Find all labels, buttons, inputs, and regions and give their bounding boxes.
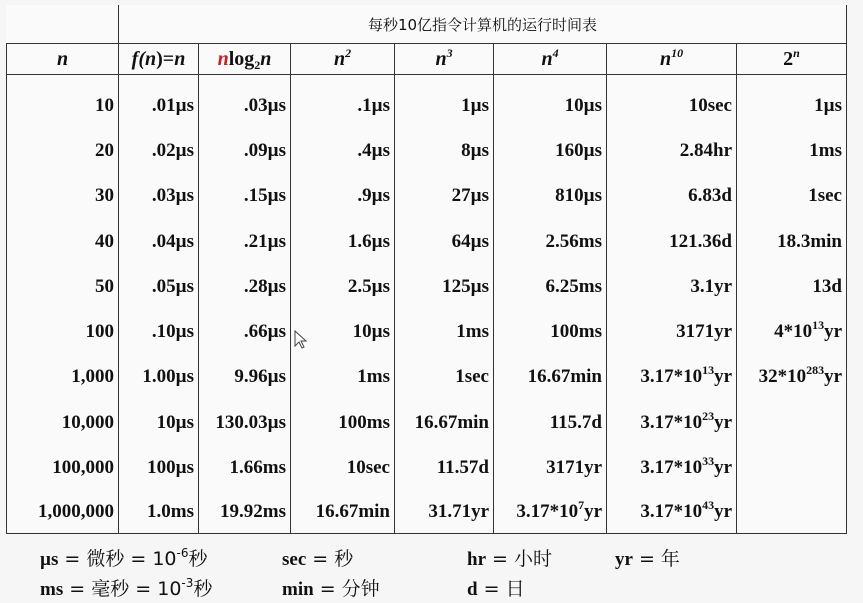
cell-n3: 27µs bbox=[395, 174, 494, 219]
cell-nlogn: 9.96µs bbox=[199, 355, 291, 400]
legend-ms bbox=[40, 574, 212, 601]
table-row bbox=[7, 128, 847, 173]
header-nlogn-sub: 2 bbox=[254, 57, 261, 72]
cell-n2: 1ms bbox=[291, 355, 395, 400]
cell-2n bbox=[737, 400, 847, 445]
cell-n3: 1µs bbox=[395, 83, 494, 128]
cell-n2: 2.5µs bbox=[291, 264, 395, 309]
cell-nlogn: 19.92ms bbox=[199, 491, 291, 534]
header-f-eq-n: n bbox=[174, 47, 186, 70]
cell-n4-base: 3.17*10 bbox=[516, 500, 579, 522]
cell-n2: .4µs bbox=[291, 128, 395, 173]
cell-nlogn: 1.66ms bbox=[199, 445, 291, 490]
cell-2n-exp: 283 bbox=[806, 363, 825, 378]
legend-us-exponent: -6 bbox=[176, 546, 189, 560]
cell-n: 100 bbox=[7, 309, 119, 354]
table-row bbox=[7, 355, 847, 400]
cell-nlogn: .21µs bbox=[199, 219, 291, 264]
cell-n: 40 bbox=[7, 219, 119, 264]
header-f-arg: n bbox=[145, 47, 157, 70]
cell-n3: 11.57d bbox=[395, 445, 494, 490]
cell-fn: .03µs bbox=[119, 174, 199, 219]
header-n bbox=[7, 44, 119, 75]
cell-n4: 3171yr bbox=[494, 445, 607, 490]
cell-n10 bbox=[607, 355, 737, 400]
table-row bbox=[7, 309, 847, 354]
legend-ms-symbol: ms bbox=[40, 579, 64, 600]
cell-n: 1,000,000 bbox=[7, 491, 119, 534]
cell-n10-base: 3.17*10 bbox=[640, 366, 703, 388]
legend-min bbox=[282, 574, 380, 601]
cell-n3: 1ms bbox=[395, 309, 494, 354]
cell-n4: 100ms bbox=[494, 309, 607, 354]
mouse-pointer-icon bbox=[294, 330, 308, 350]
header-n10 bbox=[607, 44, 737, 75]
spacer-row bbox=[7, 75, 847, 84]
legend-sec-symbol: sec bbox=[282, 549, 307, 570]
cell-n: 100,000 bbox=[7, 445, 119, 490]
table-header-row bbox=[7, 44, 847, 75]
cell-n3: 16.67min bbox=[395, 400, 494, 445]
header-nlogn-red-n: n bbox=[217, 47, 229, 70]
cell-fn: .01µs bbox=[119, 83, 199, 128]
cell-2n: 1ms bbox=[737, 128, 847, 173]
cell-fn: .10µs bbox=[119, 309, 199, 354]
corner-cell bbox=[7, 5, 119, 44]
header-n10-exp: 10 bbox=[671, 45, 684, 60]
cell-n2: 10µs bbox=[291, 309, 395, 354]
cell-n10: 121.36d bbox=[607, 219, 737, 264]
cell-n10: 10sec bbox=[607, 83, 737, 128]
table-caption: 每秒10亿指令计算机的运行时间表 bbox=[119, 5, 847, 44]
table-row bbox=[7, 264, 847, 309]
cell-2n bbox=[737, 309, 847, 354]
legend-hr-definition: = 小时 bbox=[486, 548, 552, 570]
legend-hr bbox=[467, 544, 552, 571]
cell-n2: 16.67min bbox=[291, 491, 395, 534]
cell-fn: 1.00µs bbox=[119, 355, 199, 400]
cell-n4: 2.56ms bbox=[494, 219, 607, 264]
legend-ms-exponent: -3 bbox=[181, 576, 194, 590]
cell-n: 50 bbox=[7, 264, 119, 309]
header-n-text: n bbox=[56, 47, 69, 70]
cell-n3: 8µs bbox=[395, 128, 494, 173]
cell-n10: 3171yr bbox=[607, 309, 737, 354]
cell-n4: 810µs bbox=[494, 174, 607, 219]
header-nlogn-tail: n bbox=[260, 47, 272, 70]
cell-n3: 31.71yr bbox=[395, 491, 494, 534]
header-n3-exp: 3 bbox=[446, 45, 453, 60]
header-n3 bbox=[395, 44, 494, 75]
cell-nlogn: .66µs bbox=[199, 309, 291, 354]
cell-nlogn: .28µs bbox=[199, 264, 291, 309]
header-n2-base: n bbox=[333, 47, 346, 70]
cell-n3: 1sec bbox=[395, 355, 494, 400]
cell-n2: 1.6µs bbox=[291, 219, 395, 264]
header-n2 bbox=[291, 44, 395, 75]
header-f-n bbox=[119, 44, 199, 75]
cell-n10-base: 3.17*10 bbox=[640, 411, 703, 433]
cell-n4: 16.67min bbox=[494, 355, 607, 400]
cell-2n: 1sec bbox=[737, 174, 847, 219]
cell-fn: .04µs bbox=[119, 219, 199, 264]
legend-yr bbox=[615, 544, 680, 571]
header-n3-base: n bbox=[435, 47, 447, 70]
cell-n10 bbox=[607, 491, 737, 534]
cell-n10-base: 3.17*10 bbox=[640, 457, 703, 479]
cell-n2: .1µs bbox=[291, 83, 395, 128]
cell-fn: 10µs bbox=[119, 400, 199, 445]
legend-d-definition: = 日 bbox=[477, 578, 525, 600]
table-row bbox=[7, 219, 847, 264]
cell-n: 10 bbox=[7, 83, 119, 128]
cell-n2: .9µs bbox=[291, 174, 395, 219]
cell-n10-exp: 43 bbox=[702, 497, 715, 512]
table-title-row bbox=[7, 5, 847, 44]
cell-fn: 100µs bbox=[119, 445, 199, 490]
cell-n: 20 bbox=[7, 128, 119, 173]
cell-nlogn: .09µs bbox=[199, 128, 291, 173]
cell-n: 10,000 bbox=[7, 400, 119, 445]
table-row bbox=[7, 400, 847, 445]
cell-n3: 125µs bbox=[395, 264, 494, 309]
header-2n-exp: n bbox=[793, 45, 800, 60]
legend-min-definition: = 分钟 bbox=[313, 578, 380, 600]
cell-2n bbox=[737, 491, 847, 534]
cell-n10-exp: 33 bbox=[702, 454, 715, 469]
cell-2n: 1µs bbox=[737, 83, 847, 128]
cell-fn: 1.0ms bbox=[119, 491, 199, 534]
header-n10-base: n bbox=[659, 47, 672, 70]
cell-2n bbox=[737, 445, 847, 490]
header-2n bbox=[737, 44, 847, 75]
header-n2-exp: 2 bbox=[345, 45, 352, 60]
cell-fn: .02µs bbox=[119, 128, 199, 173]
legend-sec bbox=[282, 544, 353, 571]
cell-2n: 13d bbox=[737, 264, 847, 309]
table-row bbox=[7, 83, 847, 128]
table-row bbox=[7, 174, 847, 219]
cell-n10-unit: yr bbox=[714, 457, 732, 479]
cell-n3: 64µs bbox=[395, 219, 494, 264]
header-f-suffix: )= bbox=[156, 47, 175, 70]
legend-min-symbol: min bbox=[282, 579, 314, 600]
header-n4-exp: 4 bbox=[552, 45, 559, 60]
cell-n10-exp: 23 bbox=[702, 408, 715, 423]
cell-2n: 18.3min bbox=[737, 219, 847, 264]
legend-us-tail: 秒 bbox=[188, 548, 208, 570]
header-nlogn bbox=[199, 44, 291, 75]
cell-2n-base: 32*10 bbox=[758, 366, 807, 388]
cell-n: 1,000 bbox=[7, 355, 119, 400]
cell-n10 bbox=[607, 445, 737, 490]
header-nlogn-log: log bbox=[228, 47, 255, 70]
cell-n10: 6.83d bbox=[607, 174, 737, 219]
cell-n4: 160µs bbox=[494, 128, 607, 173]
legend-yr-definition: = 年 bbox=[632, 548, 680, 570]
cell-n10: 2.84hr bbox=[607, 128, 737, 173]
cell-n10-unit: yr bbox=[714, 500, 732, 522]
cell-n10 bbox=[607, 400, 737, 445]
cell-2n-exp: 13 bbox=[812, 318, 825, 333]
cell-n10-exp: 13 bbox=[702, 363, 715, 378]
runtime-table bbox=[6, 5, 847, 534]
cell-2n-unit: yr bbox=[824, 321, 842, 343]
cell-n10-unit: yr bbox=[714, 411, 732, 433]
legend-yr-symbol: yr bbox=[615, 549, 633, 570]
legend-us-definition: = 微秒 = 10 bbox=[58, 548, 177, 570]
cell-n2: 100ms bbox=[291, 400, 395, 445]
legend-us bbox=[40, 544, 208, 571]
cell-fn: .05µs bbox=[119, 264, 199, 309]
cell-n4: 115.7d bbox=[494, 400, 607, 445]
table-row bbox=[7, 445, 847, 490]
header-2n-base: 2 bbox=[783, 47, 794, 70]
cell-nlogn: .03µs bbox=[199, 83, 291, 128]
legend-d bbox=[467, 574, 525, 601]
cell-n4-exp: 7 bbox=[578, 497, 585, 512]
cell-2n bbox=[737, 355, 847, 400]
legend-ms-tail: 秒 bbox=[193, 578, 213, 600]
header-n4 bbox=[494, 44, 607, 75]
cell-n4: 6.25ms bbox=[494, 264, 607, 309]
cell-n10-base: 3.17*10 bbox=[640, 500, 703, 522]
table-row bbox=[7, 491, 847, 534]
header-f-prefix: f( bbox=[131, 47, 145, 70]
cell-nlogn: .15µs bbox=[199, 174, 291, 219]
legend-d-symbol: d bbox=[467, 579, 478, 600]
cell-n4: 10µs bbox=[494, 83, 607, 128]
cell-n2: 10sec bbox=[291, 445, 395, 490]
cell-2n-base: 4*10 bbox=[774, 321, 813, 343]
legend-sec-definition: = 秒 bbox=[306, 548, 354, 570]
cell-n10-unit: yr bbox=[714, 366, 732, 388]
legend-ms-definition: = 毫秒 = 10 bbox=[63, 578, 182, 600]
legend-hr-symbol: hr bbox=[467, 549, 486, 570]
cell-n4 bbox=[494, 491, 607, 534]
header-n4-base: n bbox=[541, 47, 553, 70]
cell-nlogn: 130.03µs bbox=[199, 400, 291, 445]
cell-n10: 3.1yr bbox=[607, 264, 737, 309]
legend-us-symbol: µs bbox=[40, 549, 59, 570]
cell-2n-unit: yr bbox=[824, 366, 842, 388]
cell-n4-unit: yr bbox=[584, 500, 602, 522]
cell-n: 30 bbox=[7, 174, 119, 219]
